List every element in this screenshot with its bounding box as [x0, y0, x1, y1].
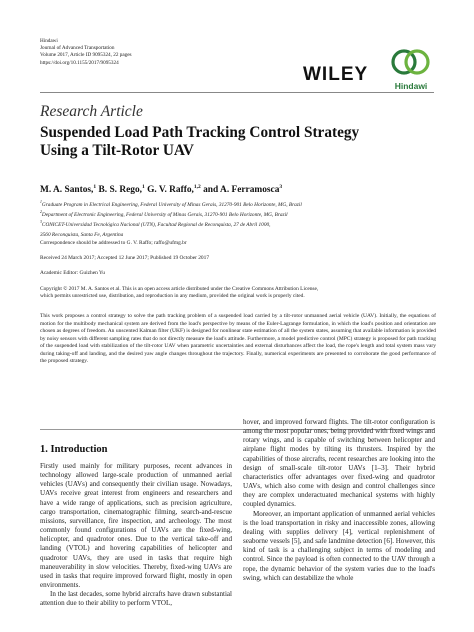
title-line: Suspended Load Path Tracking Control Strategy: [40, 124, 360, 141]
copyright-line: Copyright © 2017 M. A. Santos et al. This is an open access article distributed under the Creative Commons Attribution License,: [40, 286, 319, 292]
affiliation-item: [40, 209, 440, 219]
title-line: Using a Tilt-Rotor UAV: [40, 142, 194, 159]
section-heading: 1. Introduction: [40, 444, 108, 455]
author-affiliation-mark: 1: [142, 184, 145, 190]
paragraph: Firstly used mainly for military purposes, recent advances in technology allowed large-scale production of unmanned aerial vehicles (UAVs) and consequently their civilian usage. Nowadays, UAVs receive great interest from engineers and researchers and have a wide range of applications, such as precision agriculture, cargo transportation, cinematographic filming, search-and-rescue missions, surveillance, fire inspection, and archeology. The most commonly found configurations of UAVs are the fixed-wing, helicopter, and quadrotor ones. Due to the vertical take-off and landing (VTOL) and hovering capabilities of helicopter and quadrotor UAVs, they are used in tasks that require high maneuverability in slow velocities. Thereby, fixed-wing UAVs are used in tasks that require improved forward flight, mostly in open environments.: [40, 462, 232, 590]
author-list: [40, 184, 282, 195]
hindawi-rings-icon: [383, 45, 439, 81]
article-title: [40, 124, 440, 160]
author-name: B. S. Rego,: [96, 185, 142, 196]
affiliation-text: CONICET-Universidad Tecnológica Nacional (UTN), Facultad Regional de Reconquista, 27 de Abril 1000,: [41, 221, 271, 228]
abstract: This work proposes a control strategy to solve the path tracking problem of a suspended load carried by a tilt-rotor unmanned aerial vehicle (UAV). Initially, the equations of motion for the multibody mechanical system are derived from the load's perspective by means of the Euler-Lagrange formulation, in which the load's position and orientation are chosen as degrees of freedom. An unscented Kalman filter (UKF) is designed for nonlinear state estimation of all the system states, assuming that available information is provided by noisy sensors with different sampling rates that do not directly measure the load's attitude. Furthermore, a model predictive control (MPC) strategy is proposed for path tracking of the suspended load with stabilization of the tilt-rotor UAV when parametric uncertainties and external disturbances affect the load, the rope's length and total system mass vary during taking-off and landing, and the desired yaw angle changes throughout the trajectory. Finally, numerical experiments are presented to corroborate the good performance of the proposed strategy.: [40, 313, 436, 365]
left-column: [40, 462, 232, 609]
wiley-logo: WILEY: [303, 64, 369, 85]
doi-link[interactable]: https://doi.org/10.1155/2017/9095324: [40, 59, 119, 66]
copyright-line: which permits unrestricted use, distribution, and reproduction in any medium, provided the original work is properly cited.: [40, 293, 305, 300]
journal-info-line: Hindawi: [40, 38, 58, 44]
header-divider: [40, 92, 434, 93]
author-name: M. A. Santos,: [40, 185, 94, 196]
correspondence-note: Correspondence should be addressed to G. V. Raffo; raffo@ufmg.br: [40, 240, 187, 246]
publication-dates: Received 24 March 2017; Accepted 12 June 2017; Published 19 October 2017: [40, 255, 210, 261]
affiliation-item: [40, 229, 440, 239]
affiliation-text: 3560 Reconquista, Santa Fe, Argentina: [40, 231, 124, 238]
journal-info: [40, 38, 132, 67]
author-affiliation-mark: 1,2: [193, 184, 201, 190]
paragraph: Moreover, an important application of unmanned aerial vehicles is the load transportation in risky and inaccessible zones, allowing dealing with supplies delivery [4], vertical replenishment of seaborne vessels [5], and safe landmine detection [6]. However, this kind of task is a challenging subject in terms of modeling and control. Since the payload is often connected to the UAV through a rope, the dynamic behavior of the system varies due to the load's swing, which can destabilize the whole: [243, 509, 435, 582]
author-name: G. V. Raffo,: [144, 185, 194, 196]
journal-info-line: Volume 2017, Article ID 9095324, 22 pages: [40, 52, 132, 59]
affiliations: [40, 199, 440, 239]
right-column: [243, 418, 435, 583]
article-type: Research Article: [40, 103, 143, 120]
affiliation-mark: 2: [40, 210, 42, 215]
copyright-notice: [40, 286, 440, 301]
affiliation-item: [40, 199, 440, 209]
hindawi-logo-text: Hindawi: [394, 81, 428, 91]
paragraph: hover, and improved forward flights. The tilt-rotor configuration is among the most popular ones, being provided with fixed wings and rotary wings, and is capable of switching between helicopter and airplane flight modes by tilting its thrusters. Inspired by the capabilities of those aircrafts, recent researches are looking into the design of small-scale tilt-rotor UAVs [1–3]. Their hybrid characteristics offer advantages over fixed-wing and quadrotor UAVs, which also come with design and control challenges since they are complex underactuated mechanical systems with highly coupled dynamics.: [243, 418, 435, 509]
affiliation-mark: 1: [40, 200, 42, 204]
journal-info-line: Journal of Advanced Transportation: [40, 45, 115, 52]
author-affiliation-mark: 3: [279, 184, 283, 190]
paragraph: In the last decades, some hybrid aircrafts have drawn substantial attention due to their ability to perform VTOL,: [40, 590, 232, 608]
affiliation-item: [40, 219, 440, 229]
author-name: and A. Ferramosca: [200, 185, 280, 196]
affiliation-text: Department of Electronic Engineering, Federal University of Minas Gerais, 31270-901 Belo Horizonte, MG, Brazil: [41, 211, 288, 218]
hindawi-logo: [383, 45, 439, 93]
affiliation-text: Graduate Program in Electrical Engineering, Federal University of Minas Gerais, 31270-901 Belo Horizonte, MG, Brazil: [41, 201, 302, 208]
author-affiliation-mark: 1: [93, 184, 97, 190]
affiliation-mark: 3: [40, 220, 42, 225]
academic-editor: Academic Editor: Guizhen Yu: [40, 270, 105, 276]
